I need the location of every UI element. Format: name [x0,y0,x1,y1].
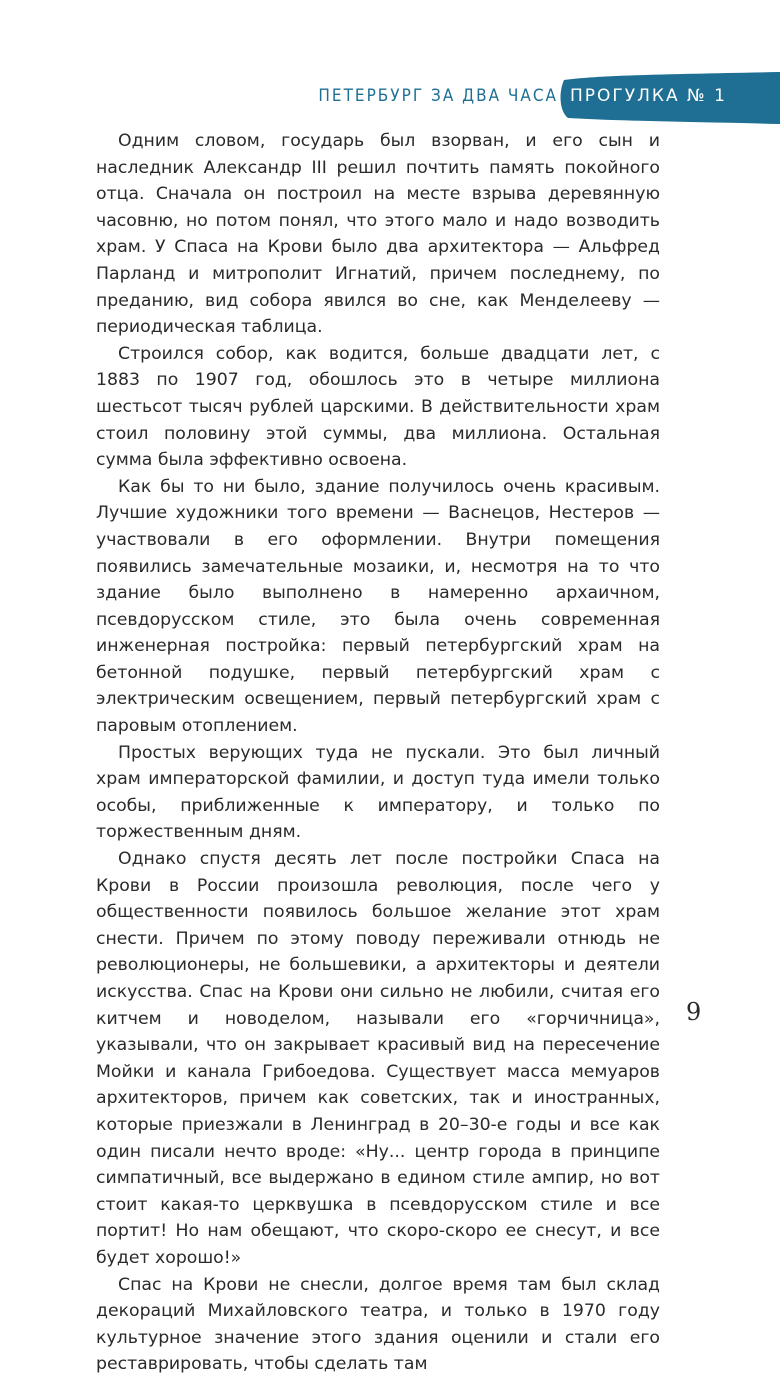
book-title: ПЕТЕРБУРГ ЗА ДВА ЧАСА [318,86,558,106]
paragraph: Строился собор, как водится, больше двадцати лет, с 1883 по 1907 год, обошлось это в четыре миллиона шестьсот тысяч рублей царскими. В действительности храм стоил половину этой суммы, два миллиона. Остальная сумма была эффективно освоена. [96,343,660,471]
walk-band [558,72,780,124]
walk-label: ПРОГУЛКА № 1 [570,86,727,106]
body-text [96,128,660,1378]
paragraph: Спас на Крови не снесли, долгое время там был склад декораций Михайловского театра, и только в 1970 году культурное значение этого здания оценили и стали его реставрировать, чтобы сделать там [96,1274,660,1375]
paragraph: Простых верующих туда не пускали. Это был личный храм императорской фамилии, и доступ туда имели только особы, приближенные к императору, и только по торжественным дням. [96,742,660,843]
page-number: 9 [686,998,702,1026]
paragraph: Однако спустя десять лет после постройки Спаса на Крови в России произошла революция, после чего у общественности появилось большое желание этот храм снести. Причем по этому поводу переживали отнюдь не революционеры, не большевики, а архитекторы и деятели искусства. Спас на Крови они сильно не любили, считая его китчем и новоделом, называли его «горчичница», указывали, что он закрывает красивый вид на пересечение Мойки и канала Грибоедова. Существует масса мемуаров архитекторов, причем как советских, так и иностранных, которые приезжали в Ленинград в 20–30-е годы и все как один писали нечто вроде: «Ну... центр города в принципе симпатичный, все выдержано в едином стиле ампир, но вот стоит какая-то церквушка в псевдорусском стиле и все портит! Но нам обещают, что скоро-скоро ее снесут, и все будет хорошо!» [96,849,660,1268]
paragraph: Как бы то ни было, здание получилось очень красивым. Лучшие художники того времени — Васнецов, Нестеров — участвовали в его оформлении. Внутри помещения появились замечательные мозаики, и, несмотря на то что здание было выполнено в намеренно архаичном, псевдорусском стиле, это была очень современная инженерная постройка: первый петербургский храм на бетонной подушке, первый петербургский храм с электрическим освещением, первый петербургский храм с паровым отоплением. [96,476,660,737]
running-header [0,72,780,124]
paragraph: Одним словом, государь был взорван, и его сын и наследник Александр III решил почтить память покойного отца. Сначала он построил на месте взрыва деревянную часовню, но потом понял, что этого мало и надо возводить храм. У Спаса на Крови было два архитектора — Альфред Парланд и митрополит Игнатий, причем последнему, по преданию, вид собора явился во сне, как Менделееву — периодическая таблица. [96,131,660,338]
